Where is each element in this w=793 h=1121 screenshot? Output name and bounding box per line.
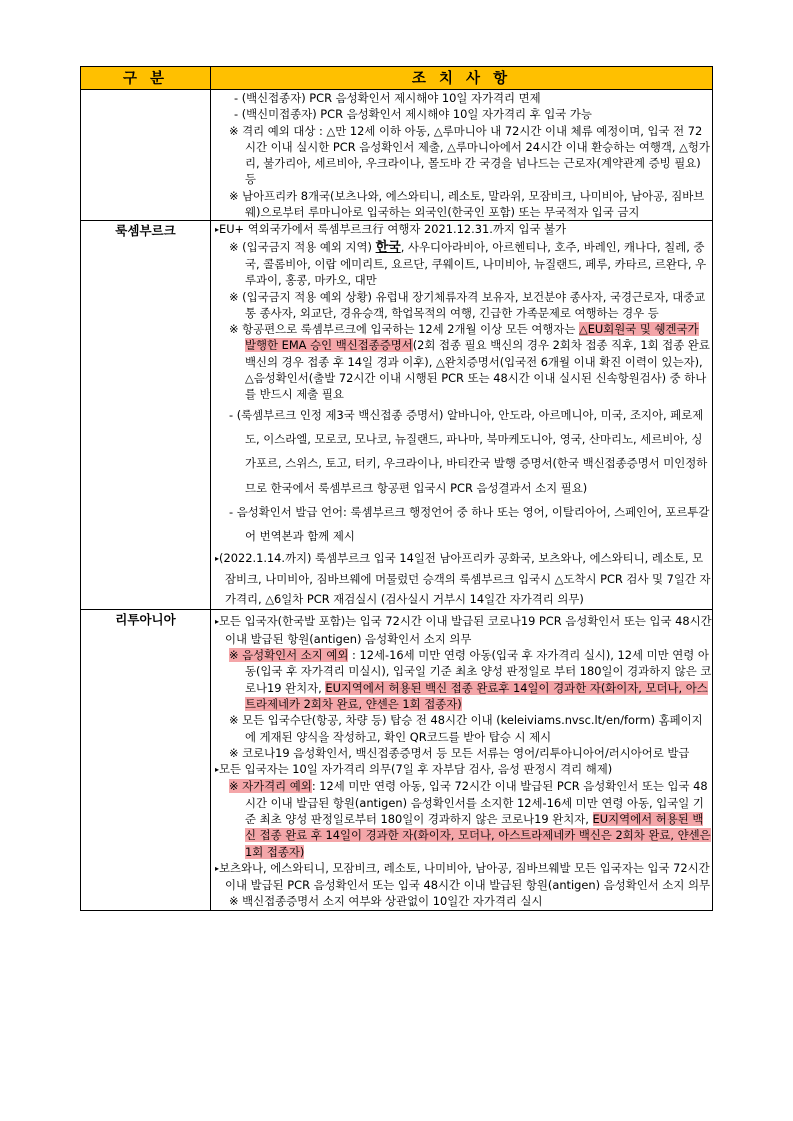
test-requirement-item: ▸모든 입국자(한국발 포함)는 입국 72시간 이내 발급된 코로나19 PCR 음성확인서 또는 입국 48시간 이내 발급된 항원(antigen) 음성확인서 소지 의무 [215, 614, 712, 646]
measures-table [80, 66, 713, 911]
highlight-test-exception: ※ 음성확인서 소지 예외 [229, 648, 349, 663]
row-label-lithuania: 리투아니아 [81, 610, 211, 910]
highlight-eu-vaccinated: EU지역에서 허용된 백신 접종 완료후 14일이 경과한 자(화이자, 모더나, 아스트라제네카 2회차 완료, 얀센은 1회 접종자) [245, 680, 708, 711]
row-label-empty [81, 90, 211, 221]
table-row-luxembourg [81, 221, 713, 610]
table-row-continuation [81, 90, 713, 221]
row-label-luxembourg: 룩셈부르크 [81, 221, 211, 610]
highlight-eu-vaccinated-2: EU지역에서 허용된 백신 접종 완료 후 14일이 경과한 자(화이자, 모더나, 아스트라제네카 백신은 2회차 완료, 얀센은 1회 접종자) [245, 811, 711, 859]
south-africa-ban-note: ※ 남아프리카 8개국(보츠나와, 에스와티니, 레소토, 말라위, 모잠비크, 나미비아, 남아공, 짐바브웨)으로부터 루마니아로 입국하는 외국인(한국인 포함) 또는 무국적자 입국 금지 [229, 188, 705, 220]
quarantine-exception-note: ※ 격리 예외 대상 : △만 12세 이하 아동, △루마니아 내 72시간 이내 체류 예정이며, 입국 전 72시간 이내 실시한 PCR 음성확인서 제출, △루마니아에서 24시간 이내 환승하는 여행객, △헝가리, 불가리아, 세르비아, 우크라이나, 몰도바 간 국경을 넘나드는 근로자(계약관계 증빙 필요) 등 [229, 123, 710, 187]
third-country-certificates: - (룩셈부르크 인정 제3국 백신접종 증명서) 알바니아, 안도라, 아르메니아, 미국, 조지아, 페로제도, 이스라엘, 모로코, 모나코, 뉴질랜드, 파나마, 북마케도니아, 영국, 산마리노, 세르비아, 싱가포르, 스위스, 토고, 터키, 우크라이나, 바티칸국 발행 증명서(한국 백신접종증명서 미인정하므로 한국에서 룩셈부르크 항공편 입국시 PCR 음성결과서 소지 필요) [229, 407, 708, 495]
row-content-continuation [211, 90, 713, 221]
header-measures: 조 치 사 항 [211, 67, 713, 90]
entry-ban-item: ▸EU+ 역외국가에서 룩셈부르크行 여행자 2021.12.31.까지 입국 불가 [215, 222, 567, 237]
southern-africa-arrivals-item: ▸보츠와나, 에스와티니, 모잠비크, 레소토, 나미비아, 남아공, 짐바브웨발 모든 입국자는 입국 72시간 이내 발급된 PCR 음성확인서 또는 입국 48시간 이내 발급된 항원(antigen) 음성확인서 소지 의무 [215, 860, 710, 893]
south-africa-measure-item: ▸(2022.1.14.까지) 룩셈부르크 입국 14일전 남아프리카 공화국, 보츠와나, 에스와티니, 레소토, 모잠비크, 나미비아, 짐바브웨에 머물렀던 승객의 룩셈부르크 입국시 △도착시 PCR 검사 및 7일간 자가격리, △6일차 PCR 재검실시 (검사실시 거부시 14일간 자가격리 의무) [215, 551, 711, 607]
quarantine-exception-note: ※ 자가격리 예외: 12세 미만 연령 아동, 입국 72시간 이내 발급된 PCR 음성확인서 또는 입국 48시간 이내 발급된 항원(antigen) 음성확인서를 소지한 12세-16세 미만 연령 아동, 입국일 기준 최초 양성 판정일로부터 180일이 경과하지 않은 코로나19 완치자, EU지역에서 허용된 백신 접종 완료 후 14일이 경과한 자(화이자, 모더나, 아스트라제네카 백신은 2회차 완료, 얀센은 1회 접종자) [229, 779, 711, 859]
quarantine-requirement-item: ▸모든 입국자는 10일 자가격리 의무(7일 후 자부담 검사, 음성 판정시 격리 해제) [215, 762, 613, 777]
mandatory-quarantine-note: ※ 백신접종증명서 소지 여부와 상관없이 10일간 자가격리 실시 [229, 894, 543, 909]
bullet-icon: ▸ [215, 617, 220, 627]
vaccinated-line: - (백신접종자) PCR 음성확인서 제시해야 10일 자가격리 면제 [234, 91, 541, 105]
language-requirement: - 음성확인서 발급 언어: 룩셈부르크 행정언어 중 하나 또는 영어, 이탈리아어, 스페인어, 포르투갈어 번역본과 함께 제시 [229, 504, 710, 544]
bullet-icon: ▸ [215, 554, 220, 564]
bullet-icon: ▸ [215, 225, 220, 235]
bullet-icon: ▸ [215, 863, 220, 873]
table-header-row [81, 67, 713, 90]
header-category: 구 분 [81, 67, 211, 90]
exception-situations-note: ※ (입국금지 적용 예외 상황) 유럽내 장기체류자격 보유자, 보건분야 종사자, 국경근로자, 대중교통 종사자, 외교단, 경유승객, 학업목적의 여행, 긴급한 가족문제로 여행하는 경우 등 [229, 289, 706, 320]
air-travel-requirement-note: ※ 항공편으로 룩셈부르크에 입국하는 12세 2개월 이상 모든 여행자는 △EU회원국 및 쉥겐국가 발행한 EMA 승인 백신접종증명서(2회 접종 필요 백신의 경우 2회차 접종 직후, 1회 접종 완료 백신의 경우 접종 후 14일 경과 이후), △완치증명서(입국전 6개월 이내 확진 이력이 있는자), △음성확인서(출발 72시간 이내 시행된 PCR 또는 48시간 이내 실시된 신속항원검사) 중 하나를 반드시 제출 필요 [229, 322, 710, 402]
table-row-lithuania [81, 610, 713, 910]
test-exception-note: ※ 음성확인서 소지 예외 : 12세-16세 미만 연령 아동(입국 후 자가격리 실시), 12세 미만 연령 아동(입국 후 자가격리 미실시), 입국일 기준 최초 양성 판정일로 부터 180일이 경과하지 않은 코로나19 완치자, EU지역에서 허용된 백신 접종 완료후 14일이 경과한 자(화이자, 모더나, 아스트라제네카 2회차 완료, 얀센은 1회 접종자) [229, 648, 712, 711]
exception-regions-note: ※ (입국금지 적용 예외 지역) 한국, 사우디아라비아, 아르헨티나, 호주, 바레인, 캐나다, 칠레, 중국, 콜롬비아, 이랍 에미리트, 요르단, 쿠웨이트, 나미비아, 뉴질랜드, 페루, 카타르, 르완다, 우루과이, 홍콩, 마카오, 대만 [229, 239, 707, 288]
row-content-luxembourg [211, 221, 713, 610]
document-language-note: ※ 코로나19 음성확인서, 백신접종증명서 등 모든 서류는 영어/리투아니아어/러시아어로 발급 [229, 745, 690, 760]
form-requirement-note: ※ 모든 입국수단(항공, 차량 등) 탑승 전 48시간 이내 (keleiviams.nvsc.lt/en/form) 홈페이지에 게재된 양식을 작성하고, 확인 QR코드를 받아 탑승 시 제시 [229, 713, 703, 744]
unvaccinated-line: - (백신미접종자) PCR 음성확인서 제시해야 10일 자가격리 후 입국 가능 [234, 107, 592, 122]
korea-emphasis: 한국 [375, 239, 401, 255]
row-content-lithuania [211, 610, 713, 910]
bullet-icon: ▸ [215, 765, 220, 775]
highlight-eu-certificate: △EU회원국 및 쉥겐국가 발행한 EMA 승인 백신접종증명서 [245, 322, 699, 353]
highlight-quarantine-exception: ※ 자가격리 예외 [229, 779, 312, 794]
